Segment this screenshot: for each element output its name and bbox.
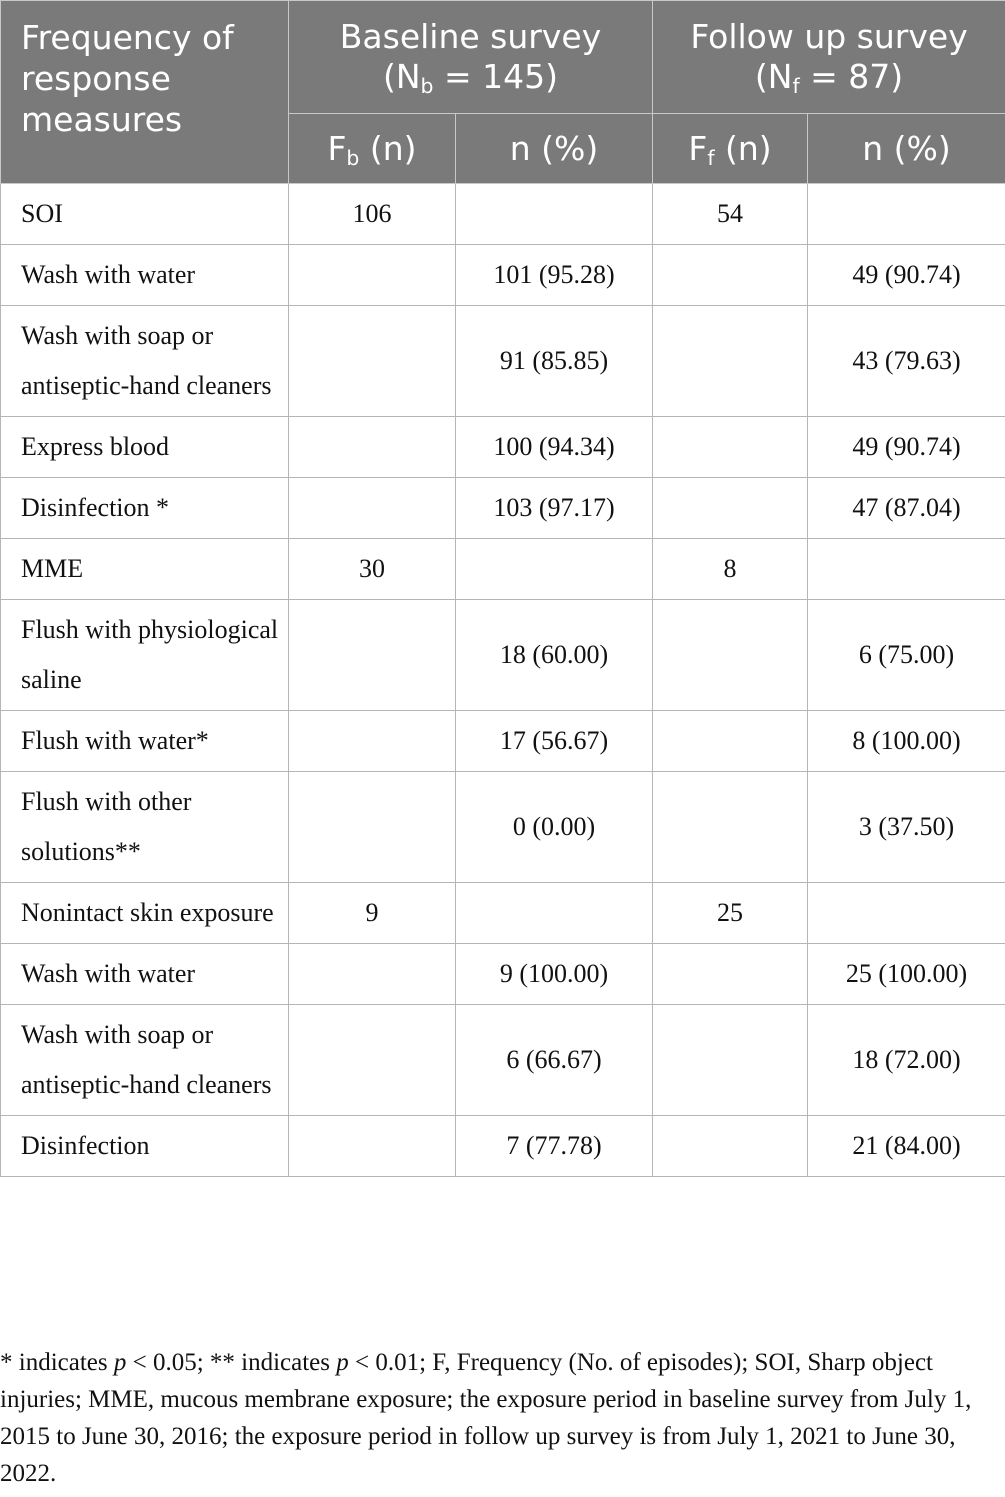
baseline-percent-cell: 103 (97.17): [456, 478, 653, 539]
follow-up-frequency-cell: [653, 711, 808, 772]
baseline-frequency-cell: [289, 417, 456, 478]
row-label-cell: MME: [1, 539, 289, 600]
table-row: [1, 539, 1005, 600]
table-row: [1, 245, 1005, 306]
baseline-percent-cell: [456, 539, 653, 600]
table-row: [1, 883, 1005, 944]
baseline-percent-cell: 100 (94.34): [456, 417, 653, 478]
table-footnote: * indicates p < 0.05; ** indicates p < 0.01; F, Frequency (No. of episodes); SOI, Sharp object injuries; MME, mucous membrane exposure; the exposure period in baseline survey from July 1, 2015 to June 30, 2016; the exposure period in follow up survey is from July 1, 2021 to June 30, 2022.: [0, 1349, 972, 1487]
baseline-frequency-cell: [289, 306, 456, 417]
follow-up-percent-cell: 47 (87.04): [808, 478, 1005, 539]
row-label-cell: Wash with soap or antiseptic-hand cleaners: [1, 306, 289, 417]
baseline-survey-title: Baseline survey: [339, 17, 602, 56]
follow-up-percent-cell: 18 (72.00): [808, 1005, 1005, 1116]
table-row: [1, 944, 1005, 1005]
follow-up-frequency-header: $F_f$ (n): [653, 114, 808, 184]
table-row: [1, 1005, 1005, 1116]
baseline-percent-cell: 18 (60.00): [456, 600, 653, 711]
baseline-percent-cell: 17 (56.67): [456, 711, 653, 772]
follow-up-frequency-cell: 25: [653, 883, 808, 944]
baseline-frequency-cell: [289, 600, 456, 711]
baseline-frequency-header: $F_b$ (n): [289, 114, 456, 184]
baseline-survey-n: $(N_b = 145)$: [382, 57, 559, 99]
baseline-frequency-cell: [289, 1005, 456, 1116]
follow-up-survey-header: [653, 1, 1005, 114]
corner-header: Frequency of response measures: [1, 1, 289, 184]
table-body: [1, 184, 1005, 1177]
baseline-percent-cell: 7 (77.78): [456, 1116, 653, 1177]
follow-up-frequency-cell: [653, 772, 808, 883]
follow-up-percent-cell: [808, 883, 1005, 944]
follow-up-frequency-cell: [653, 944, 808, 1005]
table-header: [1, 1, 1005, 184]
baseline-percent-cell: [456, 883, 653, 944]
baseline-percent-cell: 6 (66.67): [456, 1005, 653, 1116]
row-label-cell: Flush with physiological saline: [1, 600, 289, 711]
follow-up-percent-cell: 43 (79.63): [808, 306, 1005, 417]
follow-up-frequency-cell: [653, 1116, 808, 1177]
baseline-frequency-cell: [289, 478, 456, 539]
follow-up-frequency-cell: [653, 417, 808, 478]
follow-up-percent-cell: 25 (100.00): [808, 944, 1005, 1005]
baseline-percent-cell: 101 (95.28): [456, 245, 653, 306]
follow-up-survey-n: $(N_f = 87)$: [754, 57, 904, 99]
row-label-cell: Wash with water: [1, 944, 289, 1005]
table-row: [1, 711, 1005, 772]
follow-up-survey-title: Follow up survey: [690, 17, 968, 56]
table-row: [1, 184, 1005, 245]
row-label-cell: Flush with water*: [1, 711, 289, 772]
baseline-frequency-cell: [289, 772, 456, 883]
table-row: [1, 417, 1005, 478]
row-label-cell: Wash with water: [1, 245, 289, 306]
table-row: [1, 1116, 1005, 1177]
baseline-frequency-cell: [289, 944, 456, 1005]
row-label-cell: Disinfection *: [1, 478, 289, 539]
follow-up-frequency-cell: [653, 306, 808, 417]
follow-up-frequency-cell: 8: [653, 539, 808, 600]
row-label-cell: Disinfection: [1, 1116, 289, 1177]
baseline-frequency-cell: 9: [289, 883, 456, 944]
baseline-frequency-cell: [289, 1116, 456, 1177]
baseline-survey-header: [289, 1, 653, 114]
follow-up-frequency-cell: 54: [653, 184, 808, 245]
table-row: [1, 306, 1005, 417]
follow-up-percent-cell: [808, 184, 1005, 245]
follow-up-percent-cell: 49 (90.74): [808, 245, 1005, 306]
follow-up-percent-cell: 49 (90.74): [808, 417, 1005, 478]
follow-up-percent-cell: 21 (84.00): [808, 1116, 1005, 1177]
baseline-percent-cell: 91 (85.85): [456, 306, 653, 417]
follow-up-percent-cell: 3 (37.50): [808, 772, 1005, 883]
baseline-frequency-cell: [289, 711, 456, 772]
follow-up-percent-cell: [808, 539, 1005, 600]
follow-up-frequency-cell: [653, 1005, 808, 1116]
baseline-percent-cell: [456, 184, 653, 245]
follow-up-frequency-cell: [653, 478, 808, 539]
baseline-percent-header: n (%): [456, 114, 653, 184]
row-label-cell: Wash with soap or antiseptic-hand cleaners: [1, 1005, 289, 1116]
table-row: [1, 478, 1005, 539]
row-label-cell: SOI: [1, 184, 289, 245]
follow-up-percent-header: n (%): [808, 114, 1005, 184]
follow-up-frequency-cell: [653, 600, 808, 711]
row-label-cell: Nonintact skin exposure: [1, 883, 289, 944]
baseline-frequency-cell: 30: [289, 539, 456, 600]
follow-up-percent-cell: 6 (75.00): [808, 600, 1005, 711]
table-row: [1, 600, 1005, 711]
baseline-frequency-cell: [289, 245, 456, 306]
baseline-frequency-cell: 106: [289, 184, 456, 245]
follow-up-percent-cell: 8 (100.00): [808, 711, 1005, 772]
table-row: [1, 772, 1005, 883]
row-label-cell: Flush with other solutions**: [1, 772, 289, 883]
baseline-percent-cell: 0 (0.00): [456, 772, 653, 883]
follow-up-frequency-cell: [653, 245, 808, 306]
baseline-percent-cell: 9 (100.00): [456, 944, 653, 1005]
row-label-cell: Express blood: [1, 417, 289, 478]
